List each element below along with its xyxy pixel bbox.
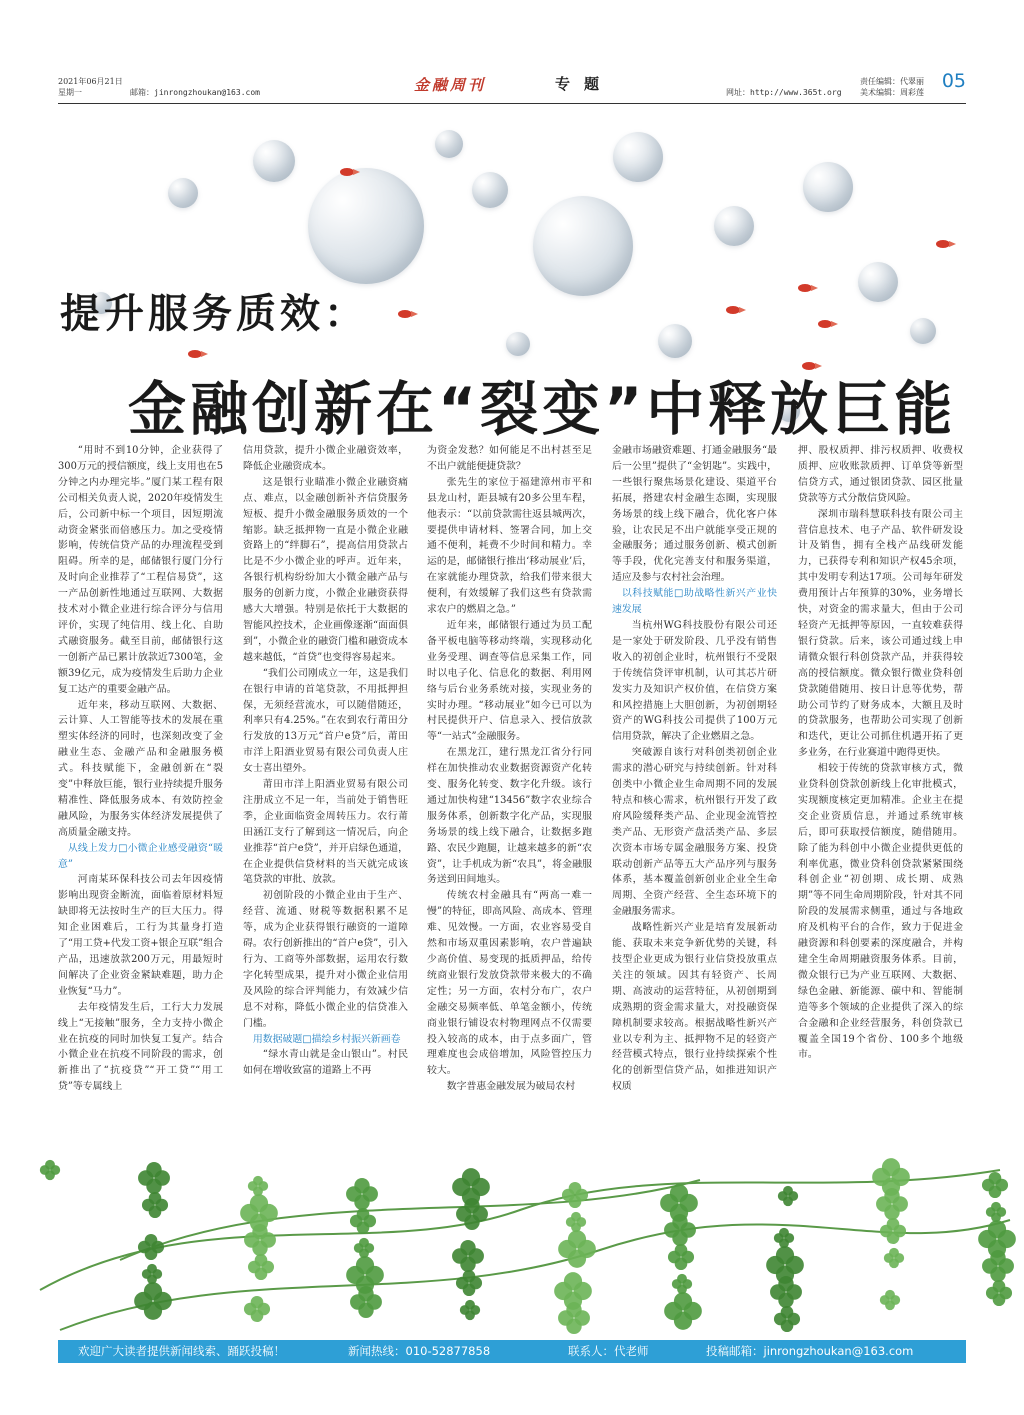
bubble-illustration	[714, 206, 754, 246]
masthead-email: 邮箱：jinrongzhoukan@163.com	[130, 88, 260, 97]
clover-leaf-icon	[40, 1160, 60, 1180]
clover-leaf-icon	[138, 1162, 170, 1194]
clover-leaf-icon	[240, 1194, 278, 1232]
bubble-illustration	[168, 178, 198, 208]
bubble-illustration	[803, 162, 853, 212]
article-paragraph: 突破源自该行对科创类初创企业需求的潜心研究与持续创新。针对科创类中小微企业生命周期不同的发展特点和核心需求，杭州银行开发了政府风险缓释类产品、企业现金流管控类产品、无形资产盘活类产品、多层次资本市场专属金融服务方案、投贷联动创新产品等五大产品序列与服务体系，基本覆盖创新创业企业全生命周期、全资产经营、全生态环境下的金融服务需求。	[612, 747, 777, 918]
bubble-illustration	[472, 172, 508, 208]
goldfish-illustration	[340, 168, 354, 176]
footer-bar	[58, 1340, 966, 1363]
clover-leaves	[40, 1158, 1016, 1334]
article-paragraph: 近年来，移动互联网、大数据、云计算、人工智能等技术的发展在重塑实体经济的同时，也深刻改变了金融业生态、金融产品和金融服务模式。科技赋能下，金融创新在“裂变”中释放巨能，银行业持续提升服务精准性、降低服务成本、有效防控金融风险，为服务实体经济发展提供了高质量金融支持。	[58, 699, 223, 838]
clover-leaf-icon	[452, 1240, 484, 1272]
article-paragraph: 押、股权质押、排污权质押、收费权质押、应收账款质押、订单贷等新型信贷方式，通过银团贷款、园区批量贷款等方式分散信贷风险。	[798, 445, 963, 504]
article-paragraph: 信用贷款，提升小微企业融资效率，降低企业融资成本。	[243, 445, 408, 472]
clover-leaf-icon	[982, 1172, 1008, 1198]
bubble-illustration	[613, 132, 663, 182]
article-paragraph: 深圳市瑞科慧联科技有限公司主营信息技术、电子产品、软件研发设计及销售，拥有全栈产品线研发能力，已获得专利和知识产权45余项，其中发明专利达17项。公司每年研发费用预计占年预算的30%，业务增长快，对资金的需求量大，但由于公司轻资产无抵押等原因，一直较难获得银行贷款。后来，该公司通过线上申请微众银行科创贷款产品，并获得较高的授信额度。微众银行微业贷科创贷款随借随用、按日计息等优势，帮助公司节约了财务成本，大额且及时的贷款服务，也帮助公司实现了创新和迭代，更让公司抓住机遇开拓了更多业务，在行业赛道中跑得更快。	[798, 508, 963, 759]
article-column	[612, 443, 777, 1136]
bubble-illustration	[435, 130, 463, 158]
paper-name: 金融周刊	[414, 76, 487, 94]
clover-leaf-icon	[880, 1218, 906, 1244]
clover-leaf-icon	[558, 1230, 596, 1268]
clover-leaf-icon	[766, 1246, 804, 1284]
article-paragraph: 传统农村金融具有“两高一难一慢”的特征，即高风险、高成本、管理难、见效慢。一方面，农业容易受自然和市场双重因素影响，农户普遍缺少高价值、易变现的抵质押品，给传统商业银行发放贷款带来极大的不确定性；另一方面，农村分布广，农户金融交易频率低、单笔金额小，传统商业银行铺设农村物理网点不仅需要投入较高的成本，由于点多面广，管理难度也会成倍增加，风险管控压力较大。	[427, 890, 592, 1077]
clover-leaf-icon	[774, 1228, 794, 1248]
article-body	[58, 443, 966, 1136]
clover-leaf-icon	[354, 1238, 374, 1258]
clover-leaf-icon	[778, 1186, 798, 1206]
masthead	[58, 70, 966, 102]
goldfish-illustration	[818, 320, 832, 328]
goldfish-illustration	[936, 240, 950, 248]
bubble-illustration	[533, 196, 633, 296]
article-paragraph: 去年疫情发生后，工行大力发展线上“无接触”服务，全力支持小微企业在抗疫的同时加快复工复产。结合小微企业在抗疫不同阶段的需求，创新推出了“抗疫贷”“开工贷”“用工贷”等专属线上	[58, 1001, 223, 1093]
clover-leaf-icon	[248, 1176, 268, 1196]
masthead-website: 网址：http://www.365t.org	[726, 88, 842, 97]
section-subheading: 以科技赋能□助战略性新兴产业快速发展	[612, 588, 777, 616]
article-paragraph: “用时不到10分钟，企业获得了300万元的授信额度，线上支用也在5分钟之内办理完毕。”厦门某工程有限公司相关负责人说，2020年疫情发生后，公司新中标一个项目，因短期流动资金紧张而倍感压力。加之受疫情影响，传统信贷产品的办理流程受到阻碍。所幸的是，邮储银行厦门分行及时向企业推荐了“工程信易贷”，这一产品创新性地通过互联网、大数据技术对小微企业进行综合评分与信用评价，实现了纯信用、线上化、自助式融资服务。截至目前，邮储银行这一创新产品已累计放款近7300笔，金额39亿元，成为疫情发生后助力企业复工达产的重要金融产品。	[58, 445, 223, 695]
bubble-illustration	[253, 140, 295, 182]
bubble-illustration	[506, 332, 530, 356]
footer-contact: 联系人：代老师	[568, 1344, 649, 1358]
clover-leaf-icon	[346, 1178, 378, 1210]
article-paragraph: 初创阶段的小微企业由于生产、经营、流通、财税等数据积累不足等，成为企业获得银行融资的一道障碍。农行创新推出的“首户e贷”，引入行为、工商等外部数据，运用农行数字化转型成果，提升对小微企业信用及风险的综合评判能力，有效减少信息不对称，降低小微企业的信贷准入门槛。	[243, 890, 408, 1029]
clover-leaf-icon	[660, 1184, 698, 1222]
article-paragraph: 金融市场融资难题、打通金融服务“最后一公里”提供了“金钥匙”。实践中，一些银行聚焦场景化建设、渠道平台拓展，搭建农村金融生态圈，实现服务场景的线上线下融合，优化客户体验，让农民足不出户就能享受正规的金融服务；通过服务创新、模式创新等手段，优化完善支付和服务渠道，适应及参与农村社会治理。	[612, 445, 777, 584]
article-column	[427, 443, 592, 1136]
clover-leaf-icon	[774, 1306, 800, 1332]
article-paragraph: 当杭州WG科技股份有限公司还是一家处于研发阶段、几乎没有销售收入的初创企业时，杭州银行不受限于传统信贷评审机制，认可其芯片研发实力及知识产权价值，在信贷方案和风控措施上大胆创新，为初创期轻资产的WG科技公司提供了100万元信用贷款，解决了企业燃眉之急。	[612, 619, 777, 743]
clover-leaf-icon	[142, 1192, 168, 1218]
clover-leaf-icon	[986, 1280, 1012, 1306]
clover-leaf-icon	[880, 1290, 900, 1310]
masthead-rule	[58, 103, 966, 104]
bubble-illustration	[910, 318, 936, 344]
clover-leaf-icon	[346, 1256, 384, 1294]
clover-leaf-icon	[244, 1296, 270, 1322]
goldfish-illustration	[188, 350, 202, 358]
article-paragraph: 战略性新兴产业是培育发展新动能、获取未来竞争新优势的关键，科技型企业更成为银行业信贷投放重点关注的领域。因其有轻资产、长周期、高波动的运营特征，从初创期到成熟期的资金需求量大，对投融资保障机制要求较高。根据战略性新兴产业以专利为主、抵押物不足的轻资产经营模式特点，银行业持续探索个性化的创新型信贷产品，如推进知识产权质	[612, 922, 777, 1093]
clover-leaf-icon	[452, 1168, 490, 1206]
page-number: 05	[941, 70, 966, 92]
clover-leaf-icon	[566, 1212, 586, 1232]
clover-vine-icon	[0, 1140, 1024, 1335]
article-paragraph: 在黑龙江，建行黑龙江省分行同样在加快推动农业数据资源资产化转变、服务化转变、数字化升级。该行通过加快构建“13456”数字农业综合服务体系，创新数字化产品，实现服务场景的线上线下融合，让数据多跑路、农民少跑腿，让越来越多的新“农资”，让手机成为新“农具”，将金融服务送到田间地头。	[427, 747, 592, 886]
article-column	[243, 443, 408, 1136]
footer-hotline: 新闻热线：010-52877858	[348, 1344, 491, 1358]
clover-leaf-icon	[672, 1274, 692, 1294]
goldfish-illustration	[798, 284, 812, 292]
footer-email: 投稿邮箱：jinrongzhoukan@163.com	[706, 1344, 914, 1358]
article-paragraph: 莆田市洋上阳酒业贸易有限公司注册成立不足一年，当前处于销售旺季，企业面临资金周转压力。农行莆田涵江支行了解到这一情况后，向企业推荐“首户e贷”，并开启绿色通道，在企业提供信贷材料的当天就完成该笔贷款的审批、放款。	[243, 779, 408, 886]
article-paragraph: 这是银行业瞄准小微企业融资痛点、难点，以金融创新补齐信贷服务短板、提升小微金融服务质效的一个缩影。缺乏抵押物一直是小微企业融资路上的“绊脚石”，提高信用贷款占比是不少小微企业的呼声。近年来，各银行机构纷纷加大小微金融产品与服务的创新力度，小微企业融资获得感大大增强。特别是依托于大数据的智能风控技术，企业画像逐渐“面面俱到”，小微企业的融资门槛和融资成本越来越低，“首贷”也变得容易起来。	[243, 476, 408, 663]
clover-leaf-icon	[248, 1254, 274, 1280]
section-subheading: 用数据破题□描绘乡村振兴新画卷	[252, 1033, 401, 1045]
article-paragraph: 河南某环保科技公司去年因疫情影响出现资金断流，面临着原材料短缺即将无法按时生产的巨大压力。得知企业困难后，工行为其量身打造了“用工贷+代发工资+银企互联”组合产品，迅速放款200万元，用最短时间解决了企业资金紧缺难题，助力企业恢复“马力”。	[58, 874, 223, 997]
clover-leaf-icon	[986, 1202, 1006, 1222]
headline-main: 提升服务质效：	[60, 291, 368, 337]
bubble-illustration	[308, 168, 424, 284]
bubble-illustration	[858, 262, 898, 302]
article-paragraph: 数字普惠金融发展为破局农村	[446, 1081, 576, 1093]
section-subheading: 从线上发力□小微企业感受融资“暖意”	[58, 842, 223, 870]
bubble-illustration	[658, 324, 692, 358]
editor-credits: 责任编辑：代翠丽 美术编辑：周彩莲	[860, 77, 924, 97]
footer-slogan: 欢迎广大读者提供新闻线索、踊跃投稿！	[78, 1344, 285, 1358]
article-paragraph: 张先生的家位于福建漳州市平和县龙山村，距县城有20多公里车程，他表示：“以前贷款需往返县城两次，要提供申请材料、签署合同，加上交通不便利，耗费不少时间和精力。幸运的是，邮储银行推出‘移动展业’后，在家就能办理贷款，给我们带来很大便利，有效缓解了我们这些有贷款需求农户的燃眉之急。”	[427, 476, 592, 616]
article-column	[798, 443, 963, 1136]
article-paragraph: 相较于传统的贷款审核方式，微业贷科创贷款创新线上化审批模式，实现额度核定更加精准。企业主在提交企业资质信息，并通过系统审核后，即可获取授信额度，随借随用。除了能为科创中小微企业提供更低的利率优惠，微业贷科创贷款紧紧围绕科创企业“初创期、成长期、成熟期”等不同生命周期阶段，针对其不同阶段的发展需求侧重，通过与各地政府及机构平台的合作，致力于促进金融资源和科创要素的深度融合，并构建全生命周期融资服务体系。目前，微众银行已为产业互联网、大数据、绿色金融、新能源、碳中和、智能制造等多个领域的企业提供了深入的综合金融和企业经营服务，科创贷款已覆盖全国19个省份、100多个地级市。	[798, 763, 963, 1061]
clover-leaf-icon	[668, 1244, 694, 1270]
article-column	[58, 443, 223, 1136]
clover-leaf-icon	[872, 1158, 910, 1196]
clover-leaf-icon	[554, 1272, 592, 1310]
clover-leaf-icon	[884, 1248, 904, 1268]
headline-sub: 金融创新在“裂变”中释放巨能	[128, 375, 957, 443]
clover-vine-illustration	[0, 1140, 1024, 1335]
goldfish-illustration	[398, 310, 412, 318]
clover-leaf-icon	[456, 1270, 482, 1296]
article-paragraph: “绿水青山就是金山银山”。村民如何在增收致富的道路上不再	[243, 1049, 408, 1077]
section-title: 专题	[555, 75, 614, 93]
issue-date: 2021年06月21日 星期一	[58, 77, 123, 97]
article-paragraph: “我们公司刚成立一年，这是我们在银行申请的首笔贷款，不用抵押担保，无须经营流水，可以随借随还，利率只有4.25%。”在农到农行莆田分行发放的13万元“首户e贷”后，莆田市洋上阳酒业贸易有限公司负责人庄女士喜出望外。	[243, 667, 408, 775]
article-paragraph: 为资金发愁？如何能足不出村甚至足不出户就能便捷贷款？	[427, 445, 592, 472]
clover-leaf-icon	[134, 1282, 172, 1320]
article-paragraph: 近年来，邮储银行通过为员工配备平板电脑等移动终端，实现移动化业务受理、调查等信息采集工作，同时以电子化、信息化的数据、利用网络与后台业务系统对接，实现业务的实时办理。“移动展业”如今已可以为村民提供开户、信息录入、授信放款等“一站式”金融服务。	[427, 619, 592, 743]
clover-leaf-icon	[142, 1264, 162, 1284]
goldfish-illustration	[726, 306, 740, 314]
clover-leaf-icon	[460, 1300, 480, 1320]
clover-leaf-icon	[664, 1292, 702, 1330]
